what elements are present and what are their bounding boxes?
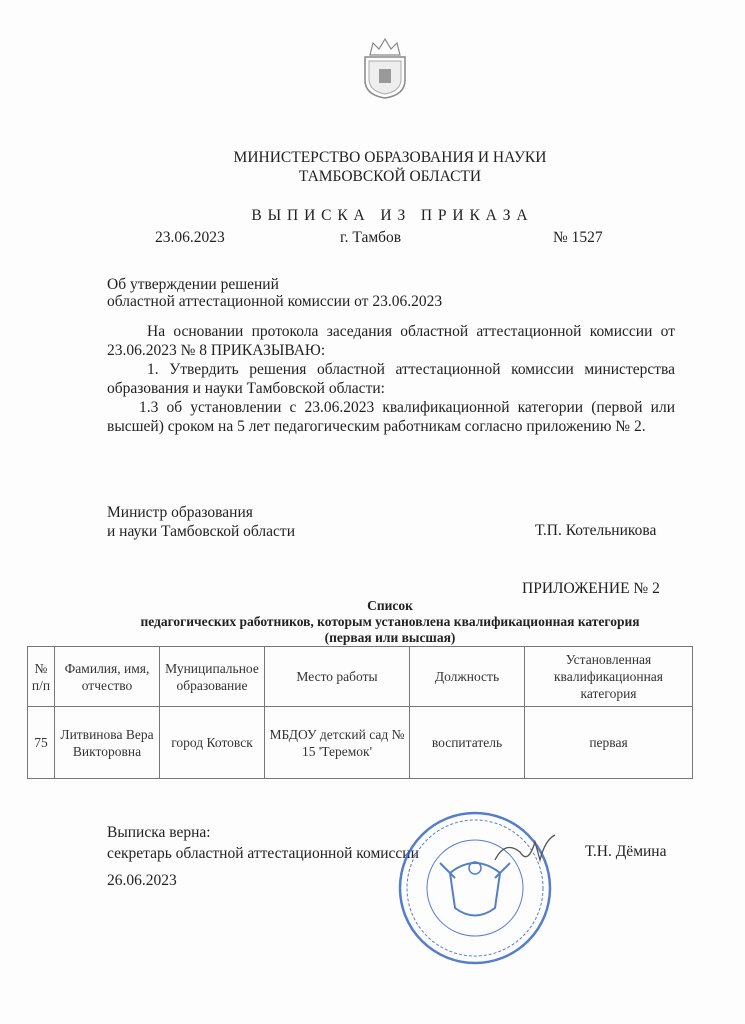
table-header-row xyxy=(28,647,693,707)
cell-category: первая xyxy=(525,707,693,779)
ministry-name-line1: МИНИСТЕРСТВО ОБРАЗОВАНИЯ И НАУКИ xyxy=(233,149,547,166)
header-cell: Фамилия, имя, отчество xyxy=(55,647,160,707)
header-cell: Место работы xyxy=(265,647,410,707)
list-title-1: Список xyxy=(367,598,413,613)
footer-certified: Выписка верна: xyxy=(107,824,211,841)
cell-name: Литвинова Вера Викторовна xyxy=(55,707,160,779)
table-row xyxy=(28,707,693,779)
header-cell: Должность xyxy=(410,647,525,707)
signatory-title-line1: Министр образования xyxy=(107,504,253,521)
cell-municipality: город Котовск xyxy=(160,707,265,779)
subject-line1: Об утверждении решений xyxy=(107,276,279,293)
header-cell: № п/п xyxy=(28,647,55,707)
footer-date: 26.06.2023 xyxy=(107,872,177,889)
ministry-name-line2: ТАМБОВСКОЙ ОБЛАСТИ xyxy=(298,168,482,185)
order-city: г. Тамбов xyxy=(340,229,402,246)
coat-of-arms-emblem xyxy=(355,35,415,100)
appendix-title: ПРИЛОЖЕНИЕ № 2 xyxy=(522,580,660,597)
header-cell: Установленная квалификационная категория xyxy=(525,647,693,707)
document-type: В Ы П И С К А И З П Р И К А З А xyxy=(251,207,529,224)
order-date: 23.06.2023 xyxy=(155,229,225,246)
body-paragraph-3: 1.3 об установлении с 23.06.2023 квалификационной категории (первой или высшей) сроком на 5 лет педагогическим работникам согласно приложению № 2. xyxy=(107,399,675,435)
cell-number: 75 xyxy=(28,707,55,779)
order-number: № 1527 xyxy=(553,229,603,246)
signatory-title-line2: и науки Тамбовской области xyxy=(107,523,295,540)
list-title-3: (первая или высшая) xyxy=(324,630,456,645)
list-title-2: педагогических работников, которым установлена квалификационная категория xyxy=(140,614,640,629)
cell-position: воспитатель xyxy=(410,707,525,779)
cell-workplace: МБДОУ детский сад № 15 'Теремок' xyxy=(265,707,410,779)
footer-secretary-name: Т.Н. Дёмина xyxy=(585,843,667,860)
header-cell: Муниципальное образование xyxy=(160,647,265,707)
subject-line2: областной аттестационной комиссии от 23.06.2023 xyxy=(107,293,443,310)
footer-secretary-title: секретарь областной аттестационной комиссии xyxy=(107,845,419,862)
body-paragraph-2: 1. Утвердить решения областной аттестационной комиссии министерства образования и науки Тамбовской области: xyxy=(107,361,675,397)
signatory-name: Т.П. Котельникова xyxy=(535,522,657,539)
body-paragraph-1: На основании протокола заседания областной аттестационной комиссии от 23.06.2023 № 8 ПРИКАЗЫВАЮ: xyxy=(107,323,675,359)
staff-table xyxy=(27,646,693,779)
handwritten-signature xyxy=(490,830,560,875)
